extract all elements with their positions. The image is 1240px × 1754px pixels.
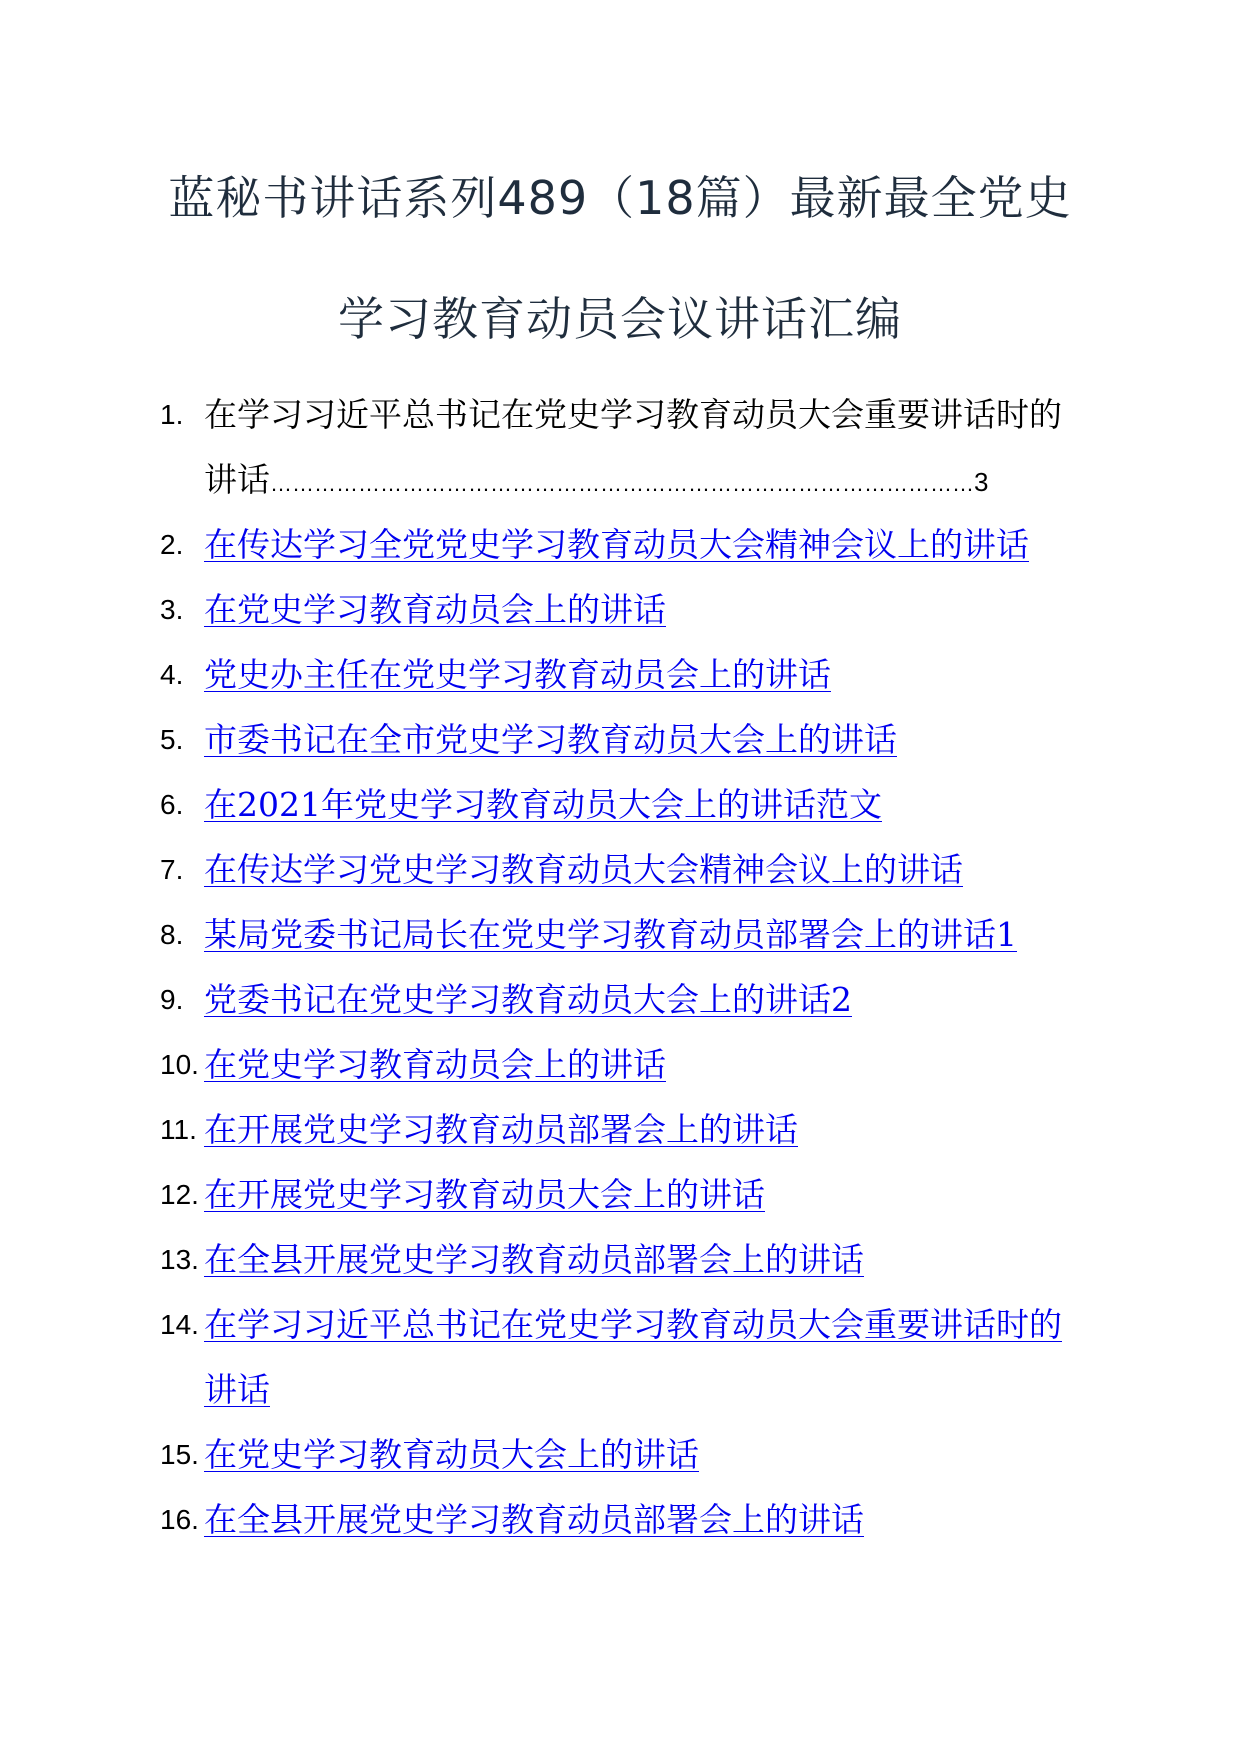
- toc-link[interactable]: 某局党委书记局长在党史学习教育动员部署会上的讲话1: [204, 915, 1017, 954]
- toc-item-title-line-1: 在学习习近平总书记在党史学习教育动员大会重要讲话时的: [204, 395, 1062, 434]
- toc-item[interactable]: [160, 642, 1100, 707]
- toc-link[interactable]: 在全县开展党史学习教育动员部署会上的讲话: [204, 1240, 864, 1279]
- toc-link[interactable]: 在2021年党史学习教育动员大会上的讲话范文: [204, 785, 882, 824]
- toc-item-number: 15.: [160, 1439, 199, 1470]
- toc-item: [160, 382, 1100, 516]
- toc-link[interactable]: 市委书记在全市党史学习教育动员大会上的讲话: [204, 720, 897, 759]
- toc-item[interactable]: [160, 1162, 1100, 1227]
- toc-item[interactable]: [160, 967, 1100, 1032]
- toc-item[interactable]: [160, 707, 1100, 772]
- toc-item[interactable]: [160, 1032, 1100, 1097]
- toc-link-line-1[interactable]: 在学习习近平总书记在党史学习教育动员大会重要讲话时的: [204, 1305, 1062, 1344]
- toc-item-number: 8.: [160, 919, 184, 950]
- toc-item-number: 10.: [160, 1049, 199, 1080]
- toc-link[interactable]: 在全县开展党史学习教育动员部署会上的讲话: [204, 1500, 864, 1539]
- toc-link[interactable]: 党委书记在党史学习教育动员大会上的讲话2: [204, 980, 852, 1019]
- toc-item-number: 7.: [160, 854, 184, 885]
- toc-link[interactable]: 在党史学习教育动员会上的讲话: [204, 1045, 666, 1084]
- toc-item[interactable]: [160, 1422, 1100, 1487]
- toc-item-title-line-2: [204, 447, 1100, 516]
- toc-item-number: 16.: [160, 1504, 199, 1535]
- toc-link[interactable]: 在传达学习党史学习教育动员大会精神会议上的讲话: [204, 850, 963, 889]
- toc-item-number: 6.: [160, 789, 184, 820]
- toc-item-number: 5.: [160, 724, 184, 755]
- toc-item[interactable]: [160, 902, 1100, 967]
- toc-link[interactable]: 在党史学习教育动员大会上的讲话: [204, 1435, 699, 1474]
- toc-item-number: 4.: [160, 659, 184, 690]
- toc-item-number: 13.: [160, 1244, 199, 1275]
- toc-item[interactable]: [160, 1227, 1100, 1292]
- toc-link[interactable]: 在传达学习全党党史学习教育动员大会精神会议上的讲话: [204, 525, 1029, 564]
- toc-item-number: 3.: [160, 594, 184, 625]
- toc-item[interactable]: [160, 1097, 1100, 1162]
- toc-item-number: 2.: [160, 529, 184, 560]
- document-title-line-1: 蓝秘书讲话系列489（18篇）最新最全党史: [168, 171, 1072, 225]
- toc-item[interactable]: [160, 772, 1100, 837]
- toc-link[interactable]: 在开展党史学习教育动员部署会上的讲话: [204, 1110, 798, 1149]
- toc-leader-dots: ……………………………………………………………………………………: [270, 471, 974, 496]
- toc-page-number: 3: [974, 467, 989, 497]
- toc-link[interactable]: 在党史学习教育动员会上的讲话: [204, 590, 666, 629]
- toc-item[interactable]: [160, 512, 1100, 577]
- toc-link[interactable]: 党史办主任在党史学习教育动员会上的讲话: [204, 655, 831, 694]
- toc-item-number: 1.: [160, 399, 184, 430]
- document-title-line-2: 学习教育动员会议讲话汇编: [338, 292, 902, 346]
- toc-item-title-cont: 讲话: [204, 460, 270, 499]
- toc-item-number: 14.: [160, 1309, 199, 1340]
- toc-item[interactable]: [160, 837, 1100, 902]
- toc-link[interactable]: 在开展党史学习教育动员大会上的讲话: [204, 1175, 765, 1214]
- toc-item-number: 12.: [160, 1179, 199, 1210]
- toc-item[interactable]: [160, 1487, 1100, 1552]
- toc-item-number: 9.: [160, 984, 184, 1015]
- toc-item-number: 11.: [160, 1114, 197, 1145]
- toc-item[interactable]: [160, 1292, 1100, 1422]
- toc-link-line-2[interactable]: 讲话: [204, 1370, 270, 1409]
- toc-item[interactable]: [160, 577, 1100, 642]
